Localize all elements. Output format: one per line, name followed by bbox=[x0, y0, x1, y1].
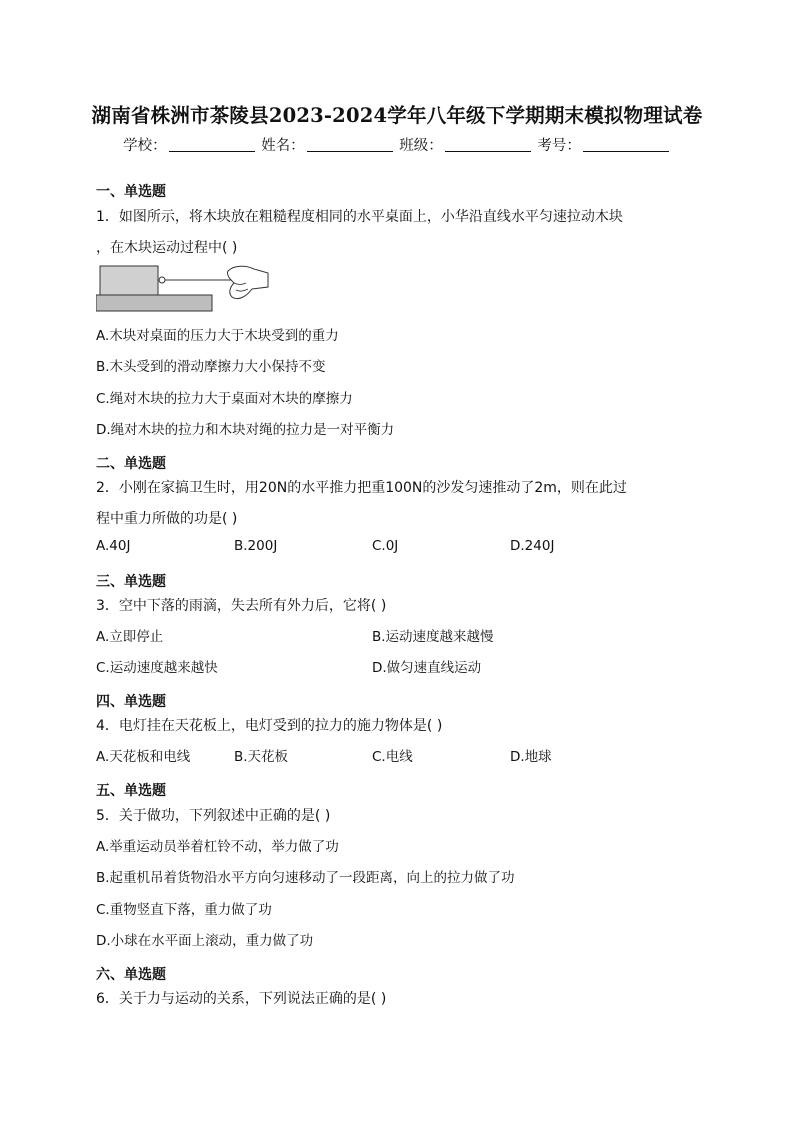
question-stem: 3．空中下落的雨滴，失去所有外力后，它将( ) bbox=[96, 598, 387, 614]
option-a: A.天花板和电线 bbox=[96, 749, 191, 765]
section-heading: 六、单选题 bbox=[96, 967, 166, 983]
block-pulled-on-table-figure bbox=[96, 263, 276, 317]
question-stem: 1．如图所示，将木块放在粗糙程度相同的水平桌面上，小华沿直线水平匀速拉动木块 bbox=[96, 209, 623, 225]
section-heading: 四、单选题 bbox=[96, 694, 166, 710]
section-heading: 三、单选题 bbox=[96, 574, 166, 590]
option-a: A.40J bbox=[96, 538, 131, 554]
student-info-line bbox=[0, 134, 794, 155]
option-b: B.起重机吊着货物沿水平方向匀速移动了一段距离，向上的拉力做了功 bbox=[96, 870, 515, 886]
option-d: D.小球在水平面上滚动，重力做了功 bbox=[96, 933, 314, 949]
question-stem: 4．电灯挂在天花板上，电灯受到的拉力的施力物体是( ) bbox=[96, 718, 443, 734]
name-blank bbox=[307, 137, 393, 152]
school-blank bbox=[169, 137, 255, 152]
exam-title: 湖南省株洲市茶陵县2023-2024学年八年级下学期期末模拟物理试卷 bbox=[91, 104, 703, 127]
option-c: C.电线 bbox=[372, 749, 413, 765]
class-label: 班级： bbox=[399, 138, 443, 154]
option-a: A.木块对桌面的压力大于木块受到的重力 bbox=[96, 328, 339, 344]
option-a: A.举重运动员举着杠铃不动，举力做了功 bbox=[96, 839, 339, 855]
exam-number-blank bbox=[583, 137, 669, 152]
option-c: C.运动速度越来越快 bbox=[96, 660, 218, 676]
option-c: C.0J bbox=[372, 538, 399, 554]
question-stem: ，在木块运动过程中( ) bbox=[96, 240, 238, 256]
option-b: B.天花板 bbox=[234, 749, 289, 765]
class-blank bbox=[445, 137, 531, 152]
exam-number-label: 考号： bbox=[537, 138, 581, 154]
option-b: B.200J bbox=[234, 538, 278, 554]
section-heading: 五、单选题 bbox=[96, 783, 166, 799]
option-b: B.运动速度越来越慢 bbox=[372, 629, 494, 645]
option-d: D.240J bbox=[510, 538, 555, 554]
question-stem: 程中重力所做的功是( ) bbox=[96, 511, 238, 527]
option-d: D.做匀速直线运动 bbox=[372, 660, 482, 676]
option-d: D.绳对木块的拉力和木块对绳的拉力是一对平衡力 bbox=[96, 422, 395, 438]
question-stem: 5．关于做功，下列叙述中正确的是( ) bbox=[96, 808, 331, 824]
name-label: 姓名： bbox=[261, 138, 305, 154]
school-label: 学校： bbox=[123, 138, 167, 154]
option-b: B.木头受到的滑动摩擦力大小保持不变 bbox=[96, 359, 326, 375]
option-c: C.重物竖直下落，重力做了功 bbox=[96, 902, 272, 918]
option-d: D.地球 bbox=[510, 749, 552, 765]
section-heading: 二、单选题 bbox=[96, 456, 166, 472]
option-c: C.绳对木块的拉力大于桌面对木块的摩擦力 bbox=[96, 391, 353, 407]
section-heading: 一、单选题 bbox=[96, 184, 166, 200]
question-stem: 2．小刚在家搞卫生时，用20N的水平推力把重100N的沙发匀速推动了2m，则在此过 bbox=[96, 480, 627, 496]
question-stem: 6．关于力与运动的关系，下列说法正确的是( ) bbox=[96, 991, 387, 1007]
option-a: A.立即停止 bbox=[96, 629, 164, 645]
